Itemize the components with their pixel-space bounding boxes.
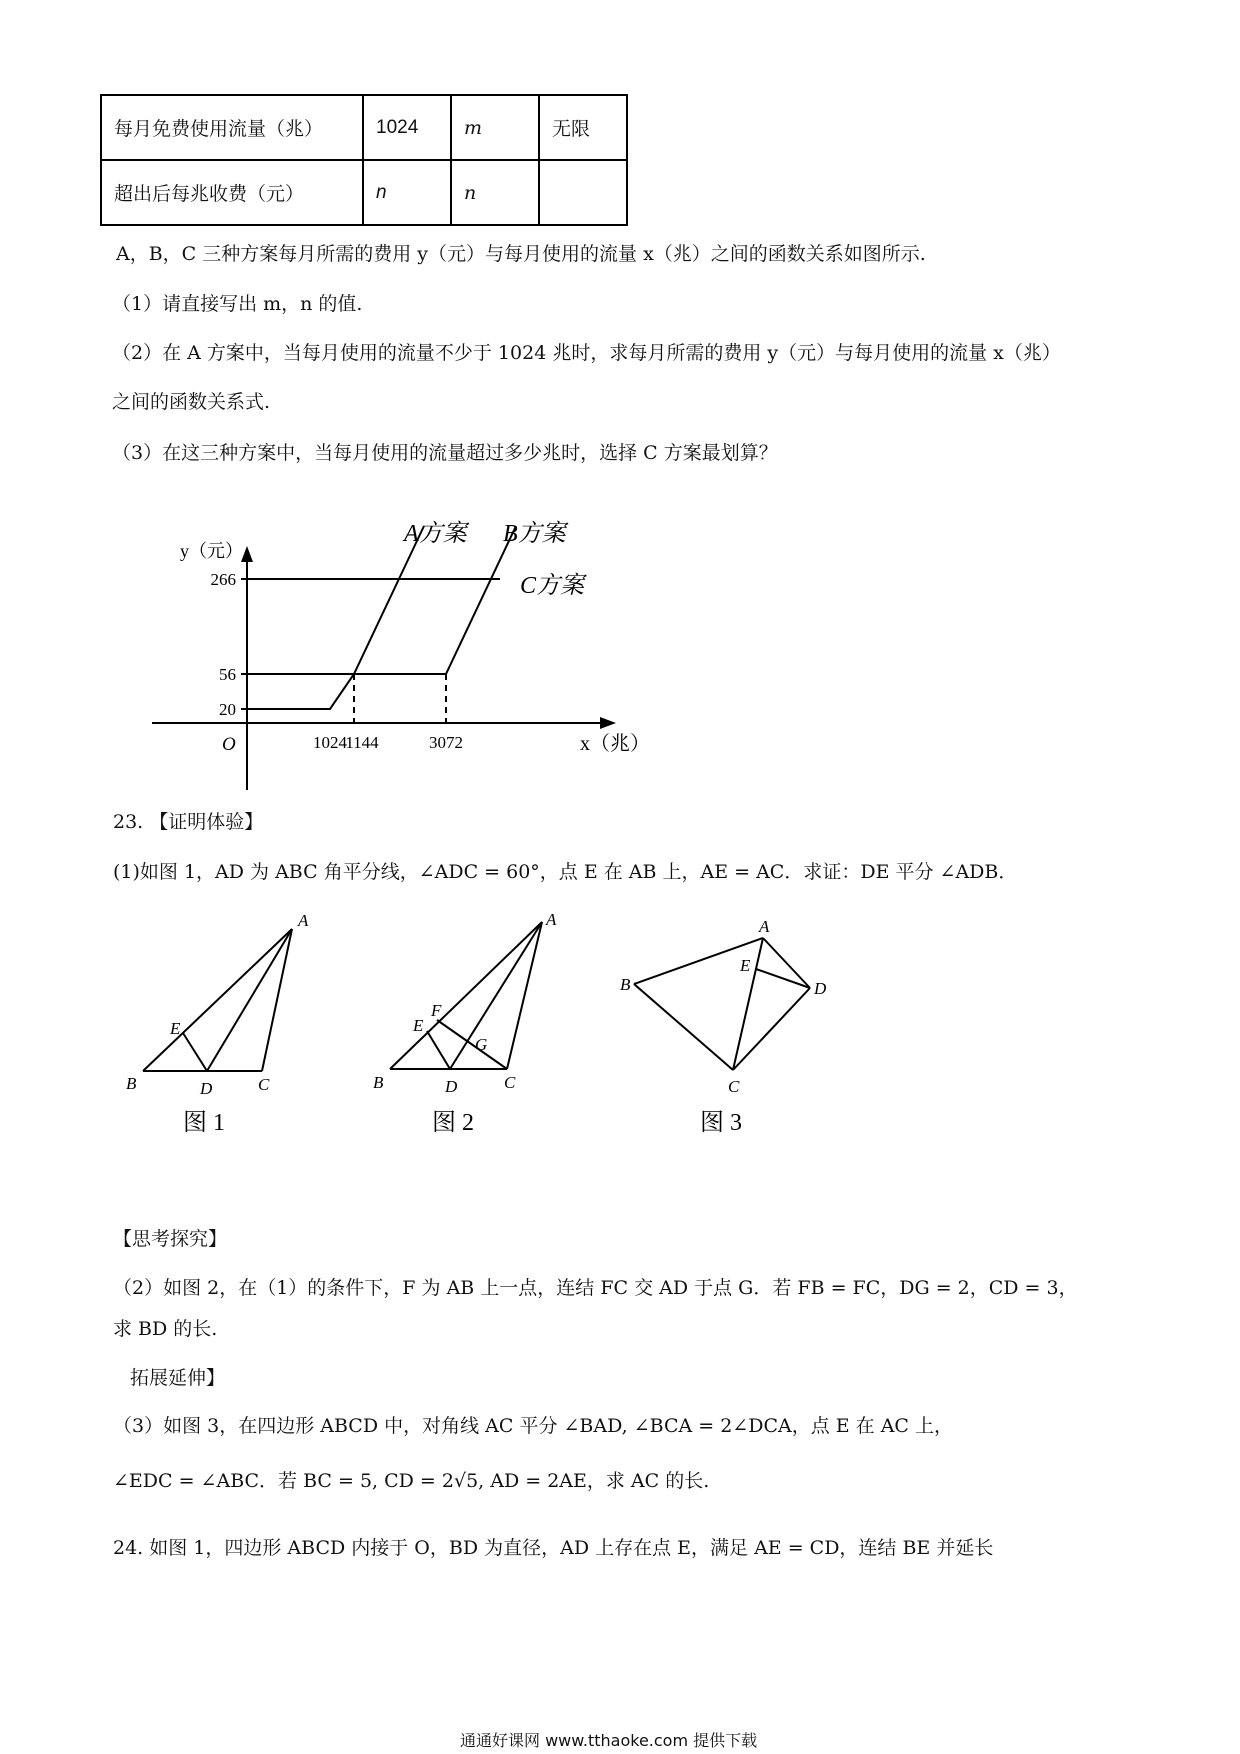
q23-part3-line2: ∠EDC = ∠ABC．若 BC = 5, CD = 2√5, AD = 2AE，求 AC 的长.: [113, 1470, 710, 1492]
pricing-table: [100, 94, 628, 226]
q22-part3: （3）在这三种方案中，当每月使用的流量超过多少兆时，选择 C 方案最划算？: [112, 442, 778, 464]
table-cell: m: [451, 95, 539, 160]
table-cell: n: [451, 160, 539, 225]
table-row: [101, 95, 627, 160]
think-heading: 【思考探究】: [113, 1228, 228, 1250]
series-line-2: [247, 526, 516, 674]
table-cell: 1024: [363, 95, 451, 160]
series-line-1: [247, 526, 424, 709]
table-cell: 每月免费使用流量（兆）: [101, 95, 363, 160]
svg-text:B: B: [126, 1074, 137, 1093]
figure-1: [143, 929, 292, 1071]
q23-part2-line2: 求 BD 的长.: [113, 1318, 218, 1340]
svg-text:C: C: [504, 1073, 516, 1092]
q22-part2-line1: （2）在 A 方案中，当每月使用的流量不少于 1024 兆时，求每月所需的费用 y（元）与每月使用的流量 x（兆）: [112, 342, 1061, 364]
q22-part1: （1）请直接写出 m，n 的值.: [112, 293, 363, 315]
q22-part2-line2: 之间的函数关系式.: [112, 391, 271, 413]
geometry-figures: [0, 900, 900, 1140]
svg-text:B: B: [620, 975, 631, 994]
x-tick-label: 1024: [313, 733, 347, 752]
table-cell: [539, 160, 627, 225]
svg-text:C: C: [258, 1075, 270, 1094]
chart-lines: [247, 526, 516, 709]
series-label: A方案: [404, 521, 467, 547]
origin-label: O: [222, 734, 236, 755]
x-axis-arrow: [600, 717, 616, 729]
series-label: B方案: [503, 521, 566, 547]
q22-intro: A，B，C 三种方案每月所需的费用 y（元）与每月使用的流量 x（兆）之间的函数关系如图所示.: [116, 243, 926, 265]
svg-text:E: E: [740, 956, 751, 975]
table-cell: 无限: [539, 95, 627, 160]
svg-text:A: A: [298, 911, 309, 930]
figure-1-caption: 图 1: [183, 1110, 225, 1136]
x-axis-label: x（兆）: [580, 733, 650, 755]
footer-text: 通通好课网 www.tthaoke.com 提供下载: [460, 1731, 758, 1750]
extend-heading: 拓展延伸】: [130, 1367, 226, 1389]
table-cell: n: [363, 160, 451, 225]
table-cell: 超出后每兆收费（元）: [101, 160, 363, 225]
svg-text:A: A: [759, 917, 770, 936]
svg-text:D: D: [200, 1079, 213, 1098]
cost-chart: [0, 510, 700, 800]
svg-text:D: D: [445, 1077, 458, 1096]
q24-line1: 24. 如图 1，四边形 ABCD 内接于 O，BD 为直径，AD 上存在点 E，满足 AE = CD，连结 BE 并延长: [113, 1537, 994, 1559]
y-tick-label: 56: [219, 665, 236, 684]
svg-text:A: A: [546, 910, 557, 929]
svg-text:G: G: [475, 1035, 488, 1054]
x-tick-label: 1144: [345, 733, 379, 752]
figure-3: [634, 938, 810, 1070]
y-tick-label: 20: [219, 700, 236, 719]
figure-3-caption: 图 3: [700, 1110, 742, 1136]
q23-part2-line1: （2）如图 2，在（1）的条件下，F 为 AB 上一点，连结 FC 交 AD 于点 G．若 FB = FC，DG = 2，CD = 3，: [113, 1277, 1078, 1299]
svg-text:E: E: [413, 1016, 424, 1035]
svg-text:D: D: [814, 979, 827, 998]
q23-part1: (1)如图 1，AD 为 ABC 角平分线，∠ADC = 60°，点 E 在 AB 上，AE = AC．求证：DE 平分 ∠ADB．: [113, 861, 1018, 883]
q23-heading: 23. 【证明体验】: [113, 811, 264, 833]
q23-part3-line1: （3）如图 3，在四边形 ABCD 中，对角线 AC 平分 ∠BAD, ∠BCA = 2∠DCA，点 E 在 AC 上，: [113, 1415, 953, 1437]
y-tick-label: 266: [210, 570, 236, 589]
svg-text:B: B: [373, 1073, 384, 1092]
chart-labels: [180, 520, 650, 755]
figure-2-caption: 图 2: [432, 1110, 474, 1136]
svg-text:E: E: [170, 1019, 181, 1038]
series-label: C方案: [520, 573, 585, 599]
figure-2: [390, 922, 542, 1069]
y-axis-label: y（元）: [180, 541, 243, 561]
svg-text:F: F: [431, 1001, 442, 1020]
figure-3-labels: [620, 917, 827, 1096]
x-tick-label: 3072: [429, 733, 463, 752]
svg-text:C: C: [728, 1077, 740, 1096]
table-row: [101, 160, 627, 225]
